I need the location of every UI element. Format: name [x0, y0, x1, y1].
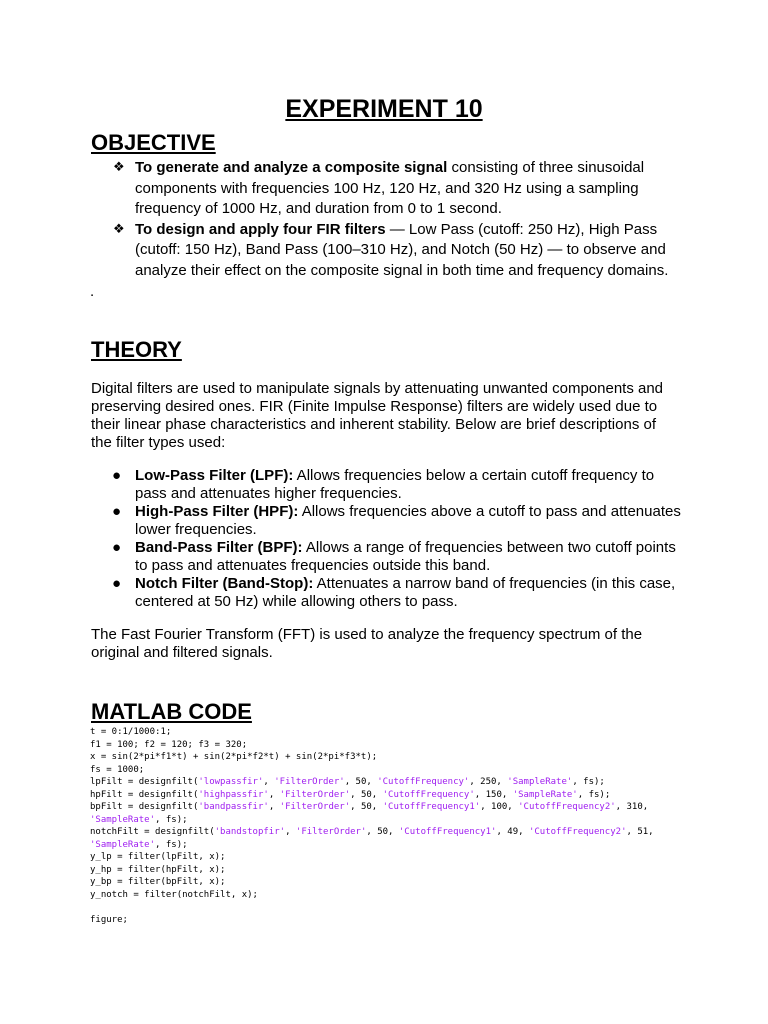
- code-string: 'FilterOrder': [279, 789, 351, 800]
- code-line: [90, 751, 654, 764]
- code-text: hpFilt = designfilt(: [90, 789, 199, 800]
- trailing-period: .: [90, 283, 95, 300]
- code-line: [90, 826, 654, 839]
- filter-item: [91, 503, 681, 539]
- filter-item-bold: Notch Filter (Band-Stop):: [135, 575, 314, 592]
- objective-item-bold: To design and apply four FIR filters: [135, 220, 386, 238]
- filter-item-text: Allows a range of frequencies between two cutoff points to pass and attenuates frequencies outside this band.: [135, 539, 676, 574]
- round-bullet-icon: ●: [112, 575, 122, 592]
- theory-intro: Digital filters are used to manipulate signals by attenuating unwanted components and preserving desired ones. FIR (Finite Impulse Response) filters are widely used due to their linear phase characteristics and inherent stability. Below are brief descriptions of the filter types used:: [91, 380, 664, 451]
- code-string: 'bandstopfir': [214, 827, 286, 837]
- round-bullet-icon: ●: [112, 503, 122, 520]
- code-line: [90, 789, 654, 802]
- code-string: 'CutoffFrequency': [377, 777, 470, 787]
- code-text: y_lp = filter(lpFilt, x);: [90, 852, 226, 862]
- filter-item-text: Attenuates a narrow band of frequencies (in this case, centered at 50 Hz) while allowing others to pass.: [135, 575, 676, 610]
- code-text: ,: [268, 789, 280, 800]
- code-text: , 310,: [615, 802, 649, 812]
- code-string: 'SampleRate': [90, 814, 156, 825]
- code-line: [90, 726, 654, 739]
- code-text: , fs);: [572, 777, 605, 787]
- filter-item-bold: Low-Pass Filter (LPF):: [135, 467, 294, 484]
- objective-item: [91, 158, 691, 220]
- code-line: [90, 739, 654, 752]
- objective-item: [91, 220, 691, 282]
- filter-item-bold: Band-Pass Filter (BPF):: [135, 539, 303, 556]
- round-bullet-icon: ●: [112, 467, 122, 484]
- filter-item-text: Allows frequencies above a cutoff to pass and attenuates lower frequencies.: [135, 503, 681, 538]
- code-text: , 49,: [496, 827, 529, 837]
- code-line: [90, 801, 654, 814]
- code-string: 'CutoffFrequency2': [518, 802, 616, 812]
- filter-item: [91, 467, 681, 503]
- code-text: , 50,: [344, 777, 378, 787]
- code-text: , fs);: [577, 789, 611, 800]
- matlab-heading: MATLAB CODE: [91, 699, 252, 724]
- code-line: [90, 864, 654, 877]
- code-string: 'SampleRate': [90, 839, 156, 850]
- code-line: [90, 776, 654, 789]
- code-string: 'CutoffFrequency2': [528, 827, 627, 837]
- code-text: , 50,: [366, 827, 399, 837]
- diamond-bullet-icon: ❖: [113, 160, 125, 175]
- code-string: 'highpassfir': [198, 789, 269, 800]
- code-string: 'SampleRate': [512, 789, 578, 800]
- code-text: , 100,: [480, 802, 519, 812]
- objective-list: [91, 158, 691, 281]
- code-line: [90, 876, 654, 889]
- code-line: [90, 914, 654, 927]
- code-text: notchFilt = designfilt(: [90, 827, 215, 837]
- code-text: , fs);: [155, 814, 188, 825]
- matlab-code-block: [90, 726, 654, 926]
- filter-item: [91, 539, 681, 575]
- objective-item-bold: To generate and analyze a composite signal: [135, 159, 448, 176]
- code-string: 'bandpassfir': [198, 802, 269, 812]
- objective-heading: OBJECTIVE: [91, 130, 216, 155]
- code-text: , 50,: [350, 802, 383, 812]
- code-line: [90, 889, 654, 902]
- fft-paragraph: The Fast Fourier Transform (FFT) is used to analyze the frequency spectrum of the original and filtered signals.: [91, 626, 643, 661]
- code-string: 'lowpassfir': [198, 777, 264, 787]
- code-text: ,: [263, 777, 275, 787]
- objective-item-text: consisting of three sinusoidal components with frequencies 100 Hz, 120 Hz, and 320 Hz using a sampling frequency of 1000 Hz, and duration from 0 to 1 second.: [135, 159, 645, 217]
- code-string: 'SampleRate': [507, 777, 573, 787]
- code-line: [90, 814, 654, 827]
- code-line: [90, 901, 654, 914]
- code-text: y_notch = filter(notchFilt, x);: [90, 889, 258, 900]
- code-string: 'FilterOrder': [279, 802, 351, 812]
- code-text: , 250,: [469, 777, 508, 787]
- filter-item-bold: High-Pass Filter (HPF):: [135, 503, 299, 520]
- code-text: , 50,: [350, 789, 383, 800]
- code-string: 'FilterOrder': [295, 827, 367, 837]
- theory-heading: THEORY: [91, 337, 182, 362]
- code-line: [90, 851, 654, 864]
- filter-item: [91, 575, 681, 611]
- code-text: t = 0:1/1000:1;: [90, 727, 172, 737]
- code-string: 'FilterOrder': [274, 777, 345, 787]
- diamond-bullet-icon: ❖: [113, 221, 125, 237]
- code-text: x = sin(2*pi*f1*t) + sin(2*pi*f2*t) + sin(2*pi*f3*t);: [90, 752, 378, 762]
- code-line: [90, 839, 654, 852]
- code-text: , fs);: [155, 839, 188, 850]
- code-line: [90, 764, 654, 777]
- page-title: EXPERIMENT 10: [285, 95, 483, 123]
- code-string: 'CutoffFrequency1': [398, 827, 497, 837]
- code-string: 'CutoffFrequency': [382, 789, 475, 800]
- code-string: 'CutoffFrequency1': [382, 802, 481, 812]
- code-text: figure;: [90, 914, 128, 925]
- code-text: ,: [285, 827, 296, 837]
- filter-list: [91, 467, 681, 611]
- filter-item-text: Allows frequencies below a certain cutoff frequency to pass and attenuates higher frequencies.: [135, 467, 655, 502]
- code-text: lpFilt = designfilt(: [90, 777, 199, 787]
- code-text: f1 = 100; f2 = 120; f3 = 320;: [90, 739, 248, 750]
- code-text: y_bp = filter(bpFilt, x);: [90, 877, 226, 887]
- code-text: bpFilt = designfilt(: [90, 802, 199, 812]
- code-text: y_hp = filter(hpFilt, x);: [90, 864, 226, 875]
- objective-item-text: — Low Pass (cutoff: 250 Hz), High Pass (cutoff: 150 Hz), Band Pass (100–310 Hz), and Notch (50 Hz) — to observe and analyze their effect on the composite signal in both time and frequency domains.: [135, 220, 669, 279]
- round-bullet-icon: ●: [112, 539, 122, 556]
- code-text: , 150,: [474, 789, 513, 800]
- code-text: fs = 1000;: [90, 764, 145, 775]
- code-text: , 51,: [626, 827, 654, 837]
- code-text: ,: [268, 802, 280, 812]
